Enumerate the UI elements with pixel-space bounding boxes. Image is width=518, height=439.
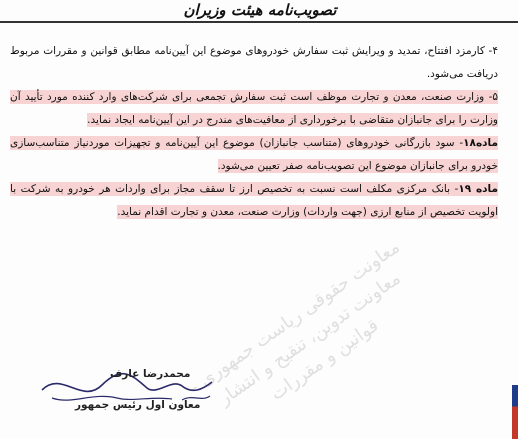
header-rule (0, 21, 518, 23)
article-19 (10, 178, 498, 224)
watermark-text: معاونت حقوقی ریاست جمهوری - معاونت تدوین، تنقیح و انتشار قوانین و مقررات (185, 236, 405, 410)
signatory-name: محمدرضا عارف (110, 368, 191, 380)
document-body (10, 40, 498, 224)
paragraph-text: ۴- کارمزد افتتاح، تمدید و ویرایش ثبت سفارش خودروهای موضوع این آیین‌نامه مطابق قوانین و مقررات مربوط دریافت می‌شود. (10, 45, 498, 80)
signatory-title: معاون اول رئیس جمهور (75, 399, 201, 411)
article-label: ماده ۱۹ (458, 183, 498, 195)
paragraph-5 (10, 86, 498, 132)
article-text: - سود بازرگانی خودروهای (متناسب جانبازان) موضوع این آیین‌نامه و تجهیزات موردنیاز متناسب‌سازی خودرو برای جانبازان موضوع این تصویب‌نامه صفر تعیین می‌شود. (10, 137, 498, 172)
page-edge-strip (512, 385, 518, 439)
article-label: ماده۱۸ (463, 137, 498, 149)
paragraph-text: ۵- وزارت صنعت، معدن و تجارت موظف است ثبت سفارش تجمعی برای شرکت‌های وارد کننده مورد تأیید آن وزارت را برای جانبازان متقاضی با برخورداری از معافیت‌های مندرج در این آیین‌نامه ایجاد نماید. (10, 91, 498, 126)
article-18 (10, 132, 498, 178)
paragraph-4 (10, 40, 498, 86)
header-title: تصویب‌نامه هیئت وزیران (183, 1, 337, 19)
article-text: - بانک مرکزی مکلف است نسبت به تخصیص ارز تا سقف مجاز برای واردات هر خودرو به شرکت با اولویت تخصیص از منابع ارزی (جهت واردات) وزارت صنعت، معدن و تجارت اقدام نماید. (10, 183, 498, 218)
